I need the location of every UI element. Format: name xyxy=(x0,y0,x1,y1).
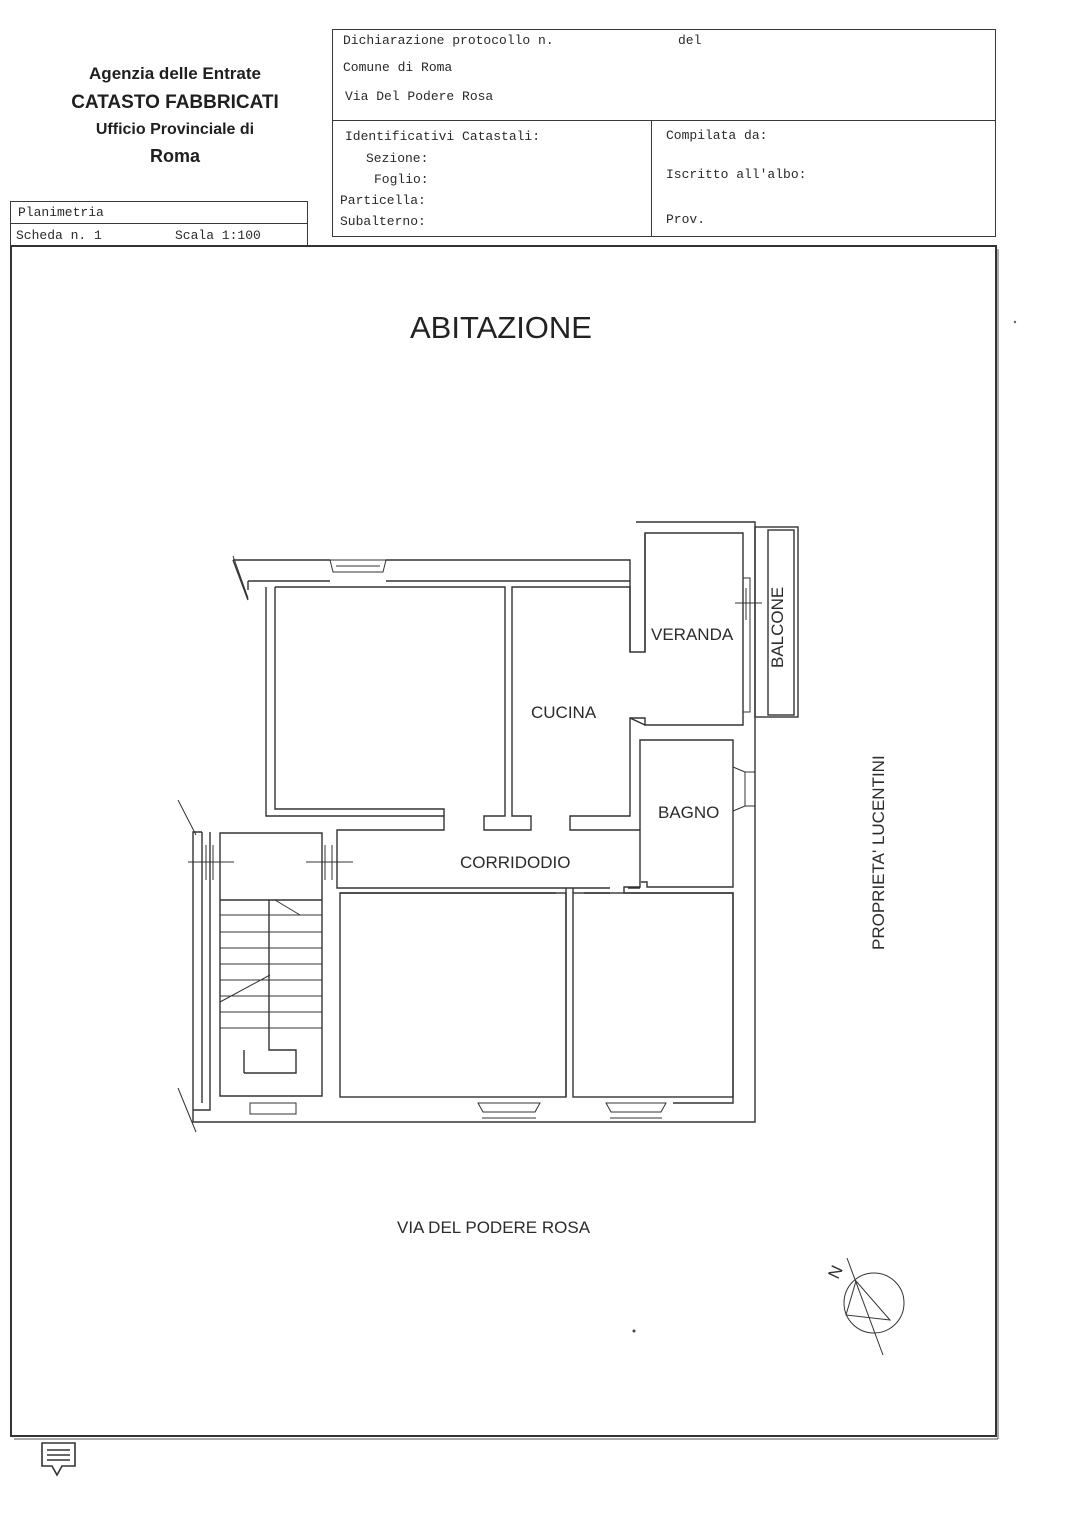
agency-city: Roma xyxy=(149,146,200,166)
agency-name: Agenzia delle Entrate xyxy=(89,64,261,83)
walls xyxy=(193,522,798,1122)
prov-label: Prov. xyxy=(666,212,706,227)
stair-treads xyxy=(220,900,322,1028)
date-label: del xyxy=(678,33,702,48)
agency-office: Ufficio Provinciale di xyxy=(95,121,255,138)
particella-label: Particella: xyxy=(340,193,426,208)
address-label: Via Del Podere Rosa xyxy=(345,89,494,104)
sezione-label: Sezione: xyxy=(366,151,429,166)
comment-icon[interactable] xyxy=(42,1443,75,1475)
protocol-label: Dichiarazione protocollo n. xyxy=(343,33,554,48)
room-label-corridoio: CORRIDODIO xyxy=(460,853,571,872)
drawing-frame xyxy=(11,246,996,1436)
room-label-cucina: CUCINA xyxy=(531,703,597,722)
agency-department: CATASTO FABBRICATI xyxy=(71,92,279,113)
north-label: N xyxy=(824,1262,847,1282)
scala-label: Scala 1:100 xyxy=(175,228,261,243)
foglio-label: Foglio: xyxy=(374,172,429,187)
room-label-bagno: BAGNO xyxy=(658,803,720,822)
comune-label: Comune di Roma xyxy=(343,60,453,75)
room-label-balcone: BALCONE xyxy=(768,586,787,668)
planimetria-label: Planimetria xyxy=(18,205,104,220)
north-arrow-icon xyxy=(844,1258,904,1355)
subalterno-label: Subalterno: xyxy=(340,214,426,229)
identifiers-title: Identificativi Catastali: xyxy=(345,129,541,144)
plan-title: ABITAZIONE xyxy=(409,310,593,345)
neighbor-label: PROPRIETA' LUCENTINI xyxy=(869,755,888,950)
street-label: VIA DEL PODERE ROSA xyxy=(397,1218,591,1237)
room-label-veranda: VERANDA xyxy=(651,625,734,644)
iscritto-label: Iscritto all'albo: xyxy=(666,167,807,182)
scheda-label: Scheda n. 1 xyxy=(16,228,102,243)
compilata-label: Compilata da: xyxy=(666,128,768,143)
